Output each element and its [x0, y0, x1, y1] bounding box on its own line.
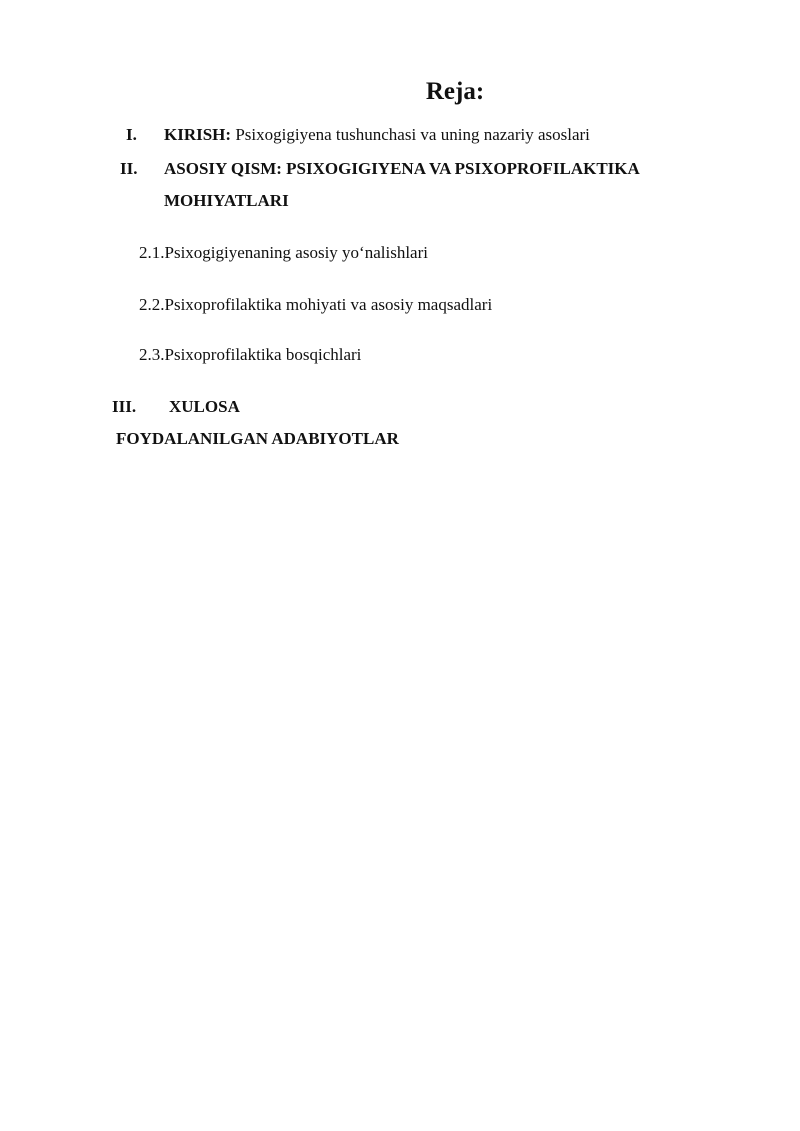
section-3-heading: XULOSA	[169, 397, 240, 416]
subsection-2-3: 2.3.Psixoprofilaktika bosqichlari	[139, 345, 362, 364]
references-heading: FOYDALANILGAN ADABIYOTLAR	[116, 429, 399, 448]
page-title: Reja:	[425, 78, 485, 105]
section-2-numeral: II.	[120, 159, 138, 178]
section-1-label: KIRISH:	[164, 125, 232, 144]
section-1-text: Psixogigiyena tushunchasi va uning nazariy asoslari	[231, 125, 590, 144]
subsection-2-2: 2.2.Psixoprofilaktika mohiyati va asosiy maqsadlari	[139, 295, 493, 314]
section-1-numeral: I.	[126, 125, 137, 144]
section-2-heading-line2: MOHIYATLARI	[164, 191, 289, 210]
section-1-heading	[164, 124, 590, 146]
subsection-2-1: 2.1.Psixogigiyenaning asosiy yo‘nalishlari	[139, 243, 428, 262]
section-2-heading-line1: ASOSIY QISM: PSIXOGIGIYENA VA PSIXOPROFILAKTIKA	[164, 159, 640, 178]
section-3-numeral: III.	[112, 397, 137, 416]
